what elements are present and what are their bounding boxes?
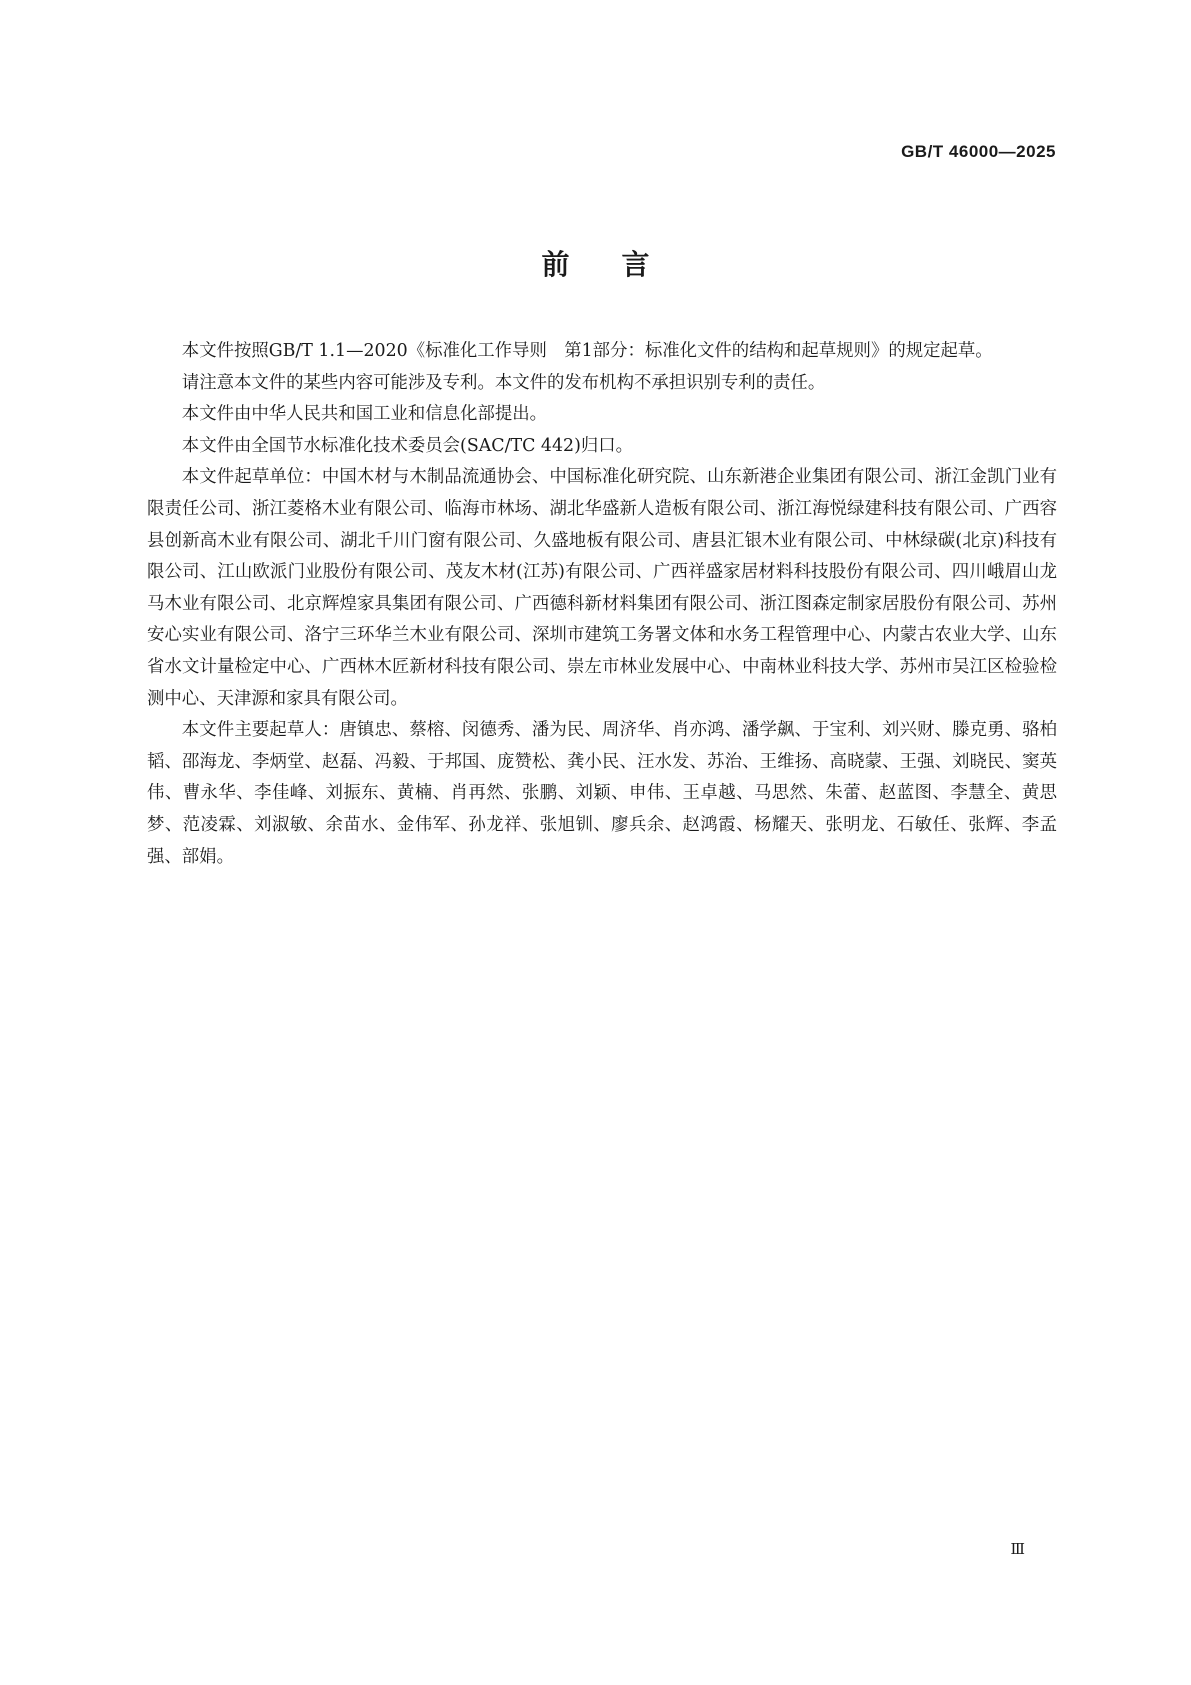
paragraph-main-drafters: 本文件主要起草人：唐镇忠、蔡榕、闵德秀、潘为民、周济华、肖亦鸿、潘学飙、于宝利、刘兴财、滕克勇、骆柏韬、邵海龙、李炳堂、赵磊、冯毅、于邦国、庞赞松、龚小民、汪水发、苏治、王维扬、高晓蒙、王强、刘晓民、窦英伟、曹永华、李佳峰、刘振东、黄楠、肖再然、张鹏、刘颖、申伟、王卓越、马思然、朱蕾、赵蓝图、李慧全、黄思梦、范凌霖、刘淑敏、余苗水、金伟军、孙龙祥、张旭钏、廖兵余、赵鸿霞、杨耀天、张明龙、石敏任、张辉、李孟强、部娟。 (147, 720, 1057, 867)
paragraph-drafting-units: 本文件起草单位：中国木材与木制品流通协会、中国标准化研究院、山东新港企业集团有限公司、浙江金凯门业有限责任公司、浙江菱格木业有限公司、临海市林场、湖北华盛新人造板有限公司、浙江海悦绿建科技有限公司、广西容县创新高木业有限公司、湖北千川门窗有限公司、久盛地板有限公司、唐县汇银木业有限公司、中林绿碳(北京)科技有限公司、江山欧派门业股份有限公司、茂友木材(江苏)有限公司、广西祥盛家居材料科技股份有限公司、四川峨眉山龙马木业有限公司、北京辉煌家具集团有限公司、广西德科新材料集团有限公司、浙江图森定制家居股份有限公司、苏州安心实业有限公司、洛宁三环华兰木业有限公司、深圳市建筑工务署文体和水务工程管理中心、内蒙古农业大学、山东省水文计量检定中心、广西林木匠新材科技有限公司、崇左市林业发展中心、中南林业科技大学、苏州市吴江区检验检测中心、天津源和家具有限公司。 (147, 467, 1057, 709)
paragraph-patent-notice: 请注意本文件的某些内容可能涉及专利。本文件的发布机构不承担识别专利的责任。 (181, 372, 826, 393)
paragraph-proposer: 本文件由中华人民共和国工业和信息化部提出。 (181, 404, 548, 425)
paragraph-drafting-rules: 本文件按照GB/T 1.1—2020《标准化工作导则 第1部分：标准化文件的结构和起草规则》的规定起草。 (181, 341, 993, 361)
page-number: Ⅲ (1010, 1540, 1025, 1558)
section-title: 前言 (541, 248, 702, 281)
preface-body (147, 336, 1057, 873)
standard-number: GB/T 46000—2025 (901, 142, 1056, 161)
paragraph-centralized-unit: 本文件由全国节水标准化技术委员会(SAC/TC 442)归口。 (181, 435, 634, 456)
